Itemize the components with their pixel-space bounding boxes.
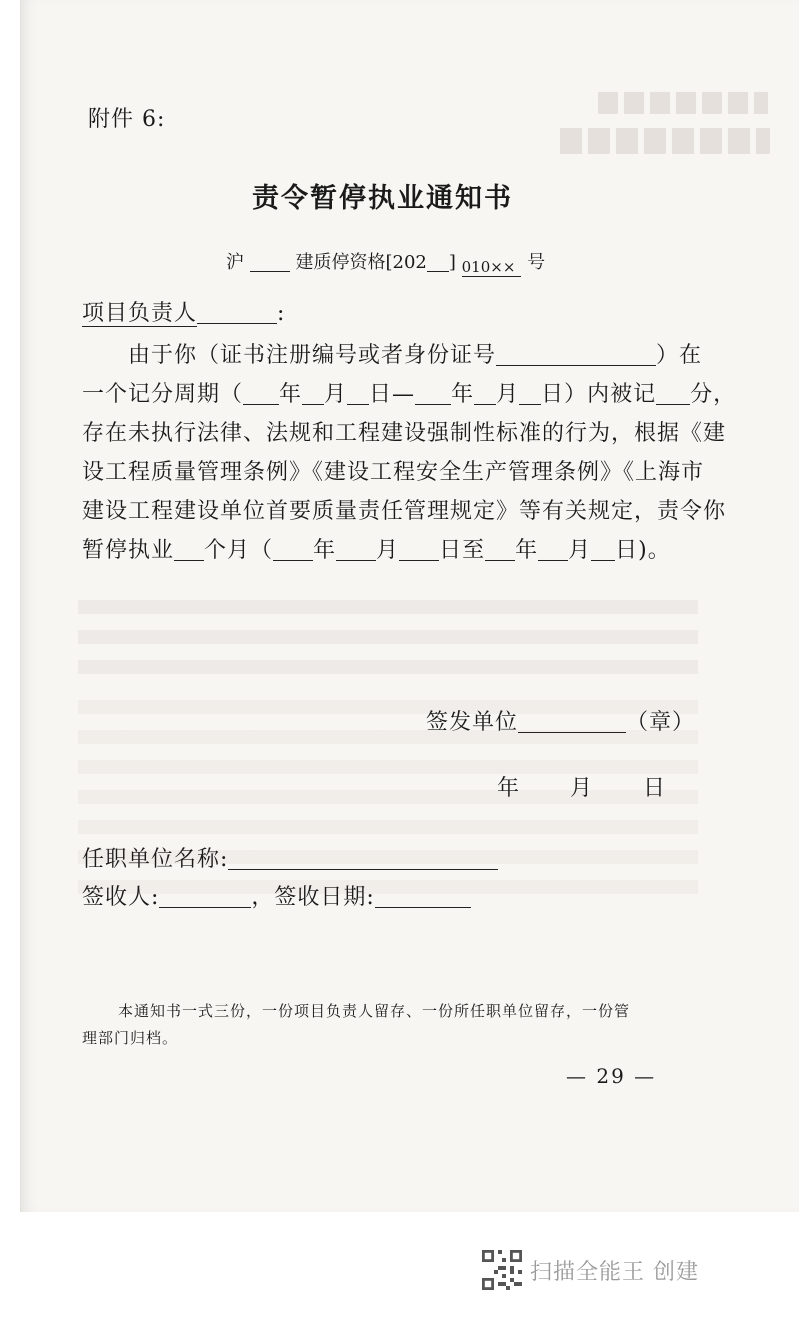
body-text: 个月（ [204, 538, 274, 563]
addressee-colon: : [277, 301, 286, 326]
addressee-blank [197, 301, 277, 324]
body-text: 年 [451, 382, 475, 407]
body-text: 月 [376, 538, 400, 563]
blank [347, 382, 369, 405]
body-text: ）在 [656, 343, 703, 368]
issuer-line [426, 705, 695, 736]
date-month-label: 月 [570, 776, 594, 801]
blank [415, 382, 451, 405]
body-text: 日至 [439, 538, 486, 563]
points-blank [656, 382, 690, 405]
doc-number-year-blank [427, 253, 449, 272]
body-text: 由于你（证书注册编号或者身份证号 [128, 343, 497, 368]
body-text: 日)。 [615, 538, 671, 563]
receiver-blank [159, 885, 251, 908]
receiver-label: 签收人: [82, 885, 160, 910]
blank [519, 382, 541, 405]
doc-number-code: 010×× [462, 258, 522, 277]
blank [538, 538, 568, 561]
employer-line [82, 842, 498, 873]
blank [336, 538, 376, 561]
body-text: 年 [313, 538, 337, 563]
receive-date-label: ，签收日期: [251, 885, 375, 910]
employer-blank [228, 847, 498, 870]
body-text: 月 [496, 382, 520, 407]
body-text: 一个记分周期（ [82, 382, 244, 407]
body-line-2 [82, 377, 736, 408]
blank [474, 382, 496, 405]
body-text: 月 [324, 382, 348, 407]
bleed-through-shadow [598, 92, 768, 114]
body-line-4: 设工程质量管理条例》《建设工程安全生产管理条例》《上海市 [82, 460, 705, 485]
body-line-3: 存在未执行法律、法规和工程建设强制性标准的行为，根据《建 [82, 421, 727, 446]
doc-number-prefix: 沪 [226, 252, 244, 273]
doc-number-blank [250, 253, 290, 272]
scanner-brand-watermark: 扫描全能王 创建 [530, 1260, 699, 1285]
body-line-5: 建设工程建设单位首要质量责任管理规定》等有关规定，责令你 [82, 499, 727, 524]
blank [302, 382, 324, 405]
body-text: 年 [515, 538, 539, 563]
date-day-label: 日 [643, 776, 667, 801]
blank [485, 538, 515, 561]
issue-date [497, 771, 666, 802]
blank [591, 538, 615, 561]
page-number: — 29 — [566, 1064, 657, 1088]
bleed-through-shadow [78, 600, 698, 690]
footnote-line-2: 理部门归档。 [82, 1029, 179, 1047]
qr-code-icon [482, 1250, 522, 1290]
addressee [82, 296, 285, 327]
blank [243, 382, 279, 405]
employer-label: 任职单位名称: [82, 847, 229, 872]
body-text: 日）内被记 [541, 382, 657, 407]
months-blank [174, 538, 204, 561]
doc-number-suffix: 号 [527, 252, 546, 273]
doc-number-mid: 建质停资格[202 [295, 252, 427, 273]
body-text: 年 [279, 382, 303, 407]
body-text: 日— [369, 382, 416, 407]
body-line-1 [128, 338, 702, 369]
date-year-label: 年 [497, 776, 521, 801]
seal-label: （章） [626, 710, 696, 735]
body-text: 分， [690, 382, 737, 407]
attachment-label: 附件 6: [88, 107, 166, 132]
body-text: 暂停执业 [82, 538, 175, 563]
page-title: 责令暂停执业通知书 [252, 183, 513, 214]
issuer-label: 签发单位 [426, 710, 519, 735]
document-number [226, 248, 545, 277]
body-text: 月 [568, 538, 592, 563]
receive-date-blank [375, 885, 471, 908]
addressee-label: 项目负责人 [82, 301, 198, 326]
body-line-6 [82, 533, 671, 564]
cert-number-blank [496, 343, 656, 366]
receiver-line [82, 880, 471, 911]
blank [399, 538, 439, 561]
bleed-through-shadow [560, 128, 770, 154]
issuer-blank [518, 710, 626, 733]
footnote-line-1: 本通知书一式三份，一份项目负责人留存、一份所任职单位留存，一份管 [118, 1002, 631, 1020]
blank [273, 538, 313, 561]
doc-number-bracket: ] [448, 252, 456, 273]
